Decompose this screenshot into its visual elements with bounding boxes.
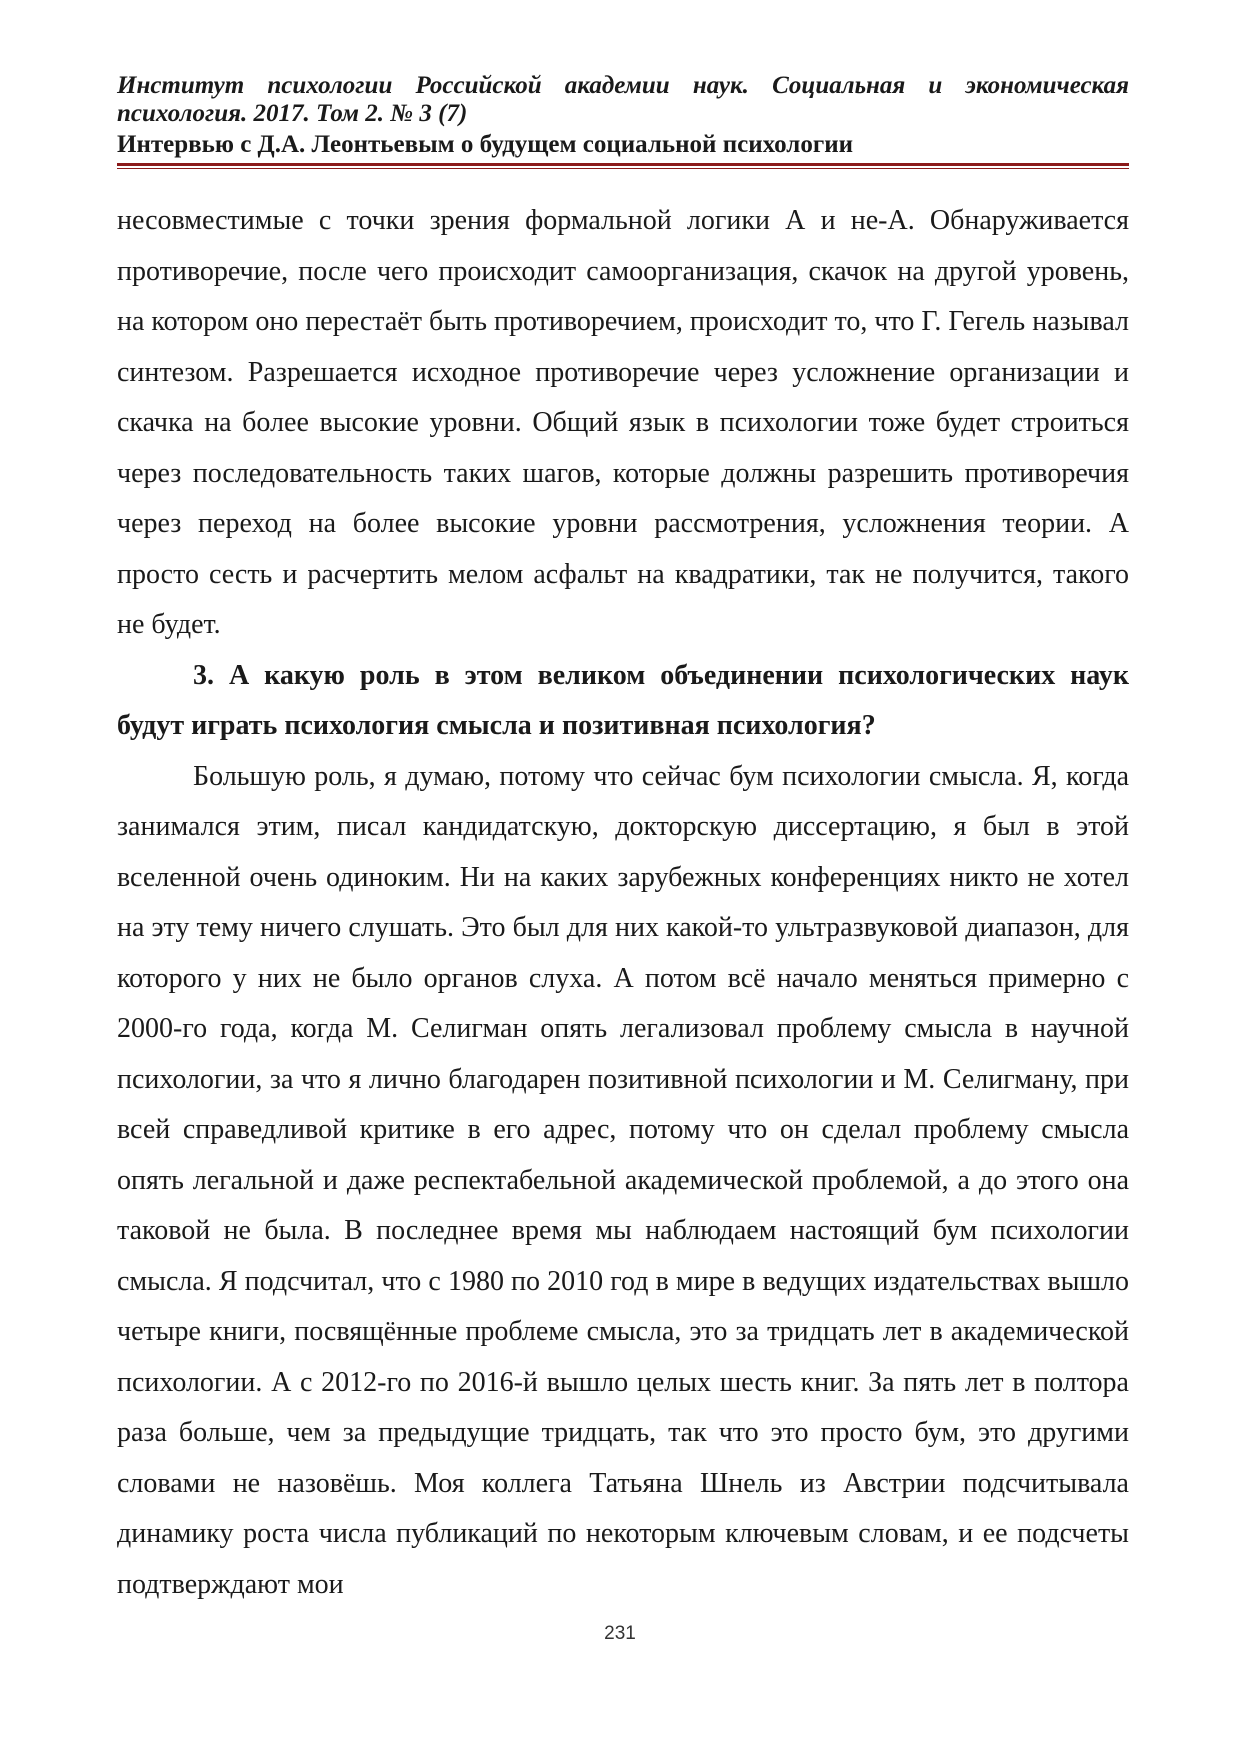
header-rule-thin — [117, 168, 1129, 169]
running-header — [117, 72, 1129, 160]
paragraph-continued: несовместимые с точки зрения формальной логики А и не-А. Обнаруживается противоречие, после чего происходит самоорганизация, скачок на другой уровень, на котором оно перестаёт быть противоречием, происходит то, что Г. Гегель называл синтезом. Разрешается исходное противоречие через усложнение организации и скачка на более высокие уровни. Общий язык в психологии тоже будет строиться через последовательность таких шагов, которые должны разрешить противоречия через переход на более высокие уровни рассмотрения, усложнения теории. А просто сесть и расчертить мелом асфальт на квадратики, так не получится, такого не будет. — [117, 205, 1129, 640]
interview-question: 3. А какую роль в этом великом объединении психологических наук будут играть психология смысла и позитивная психология? — [117, 659, 1129, 741]
article-title: Интервью с Д.А. Леонтьевым о будущем социальной психологии — [117, 131, 853, 158]
article-body — [117, 196, 1129, 1610]
page-number: 231 — [604, 1623, 636, 1644]
journal-citation: Институт психологии Российской академии наук. Социальная и экономическая психология. 2017. Том 2. № 3 (7) — [117, 72, 1129, 127]
interview-answer: Большую роль, я думаю, потому что сейчас бум психологии смысла. Я, когда занимался этим, писал кандидатскую, докторскую диссертацию, я был в этой вселенной очень одиноким. Ни на каких зарубежных конференциях никто не хотел на эту тему ничего слушать. Это был для них какой-то ультразвуковой диапазон, для которого у них не было органов слуха. А потом всё начало меняться примерно с 2000-го года, когда М. Селигман опять легализовал проблему смысла в научной психологии, за что я лично благодарен позитивной психологии и М. Селигману, при всей справедливой критике в его адрес, потому что он сделал проблему смысла опять легальной и даже респектабельной академической проблемой, а до этого она таковой не была. В последнее время мы наблюдаем настоящий бум психологии смысла. Я подсчитал, что с 1980 по 2010 год в мире в ведущих издательствах вышло четыре книги, посвящённые проблеме смысла, это за тридцать лет в академической психологии. А с 2012-го по 2016-й вышло целых шесть книг. За пять лет в полтора раза больше, чем за предыдущие тридцать, так что это просто бум, это другими словами не назовёшь. Моя коллега Татьяна Шнель из Австрии подсчитывала динамику роста числа публикаций по некоторым ключевым словам, и ее подсчеты подтверждают мои — [117, 760, 1129, 1600]
header-rule-thick — [117, 163, 1129, 166]
